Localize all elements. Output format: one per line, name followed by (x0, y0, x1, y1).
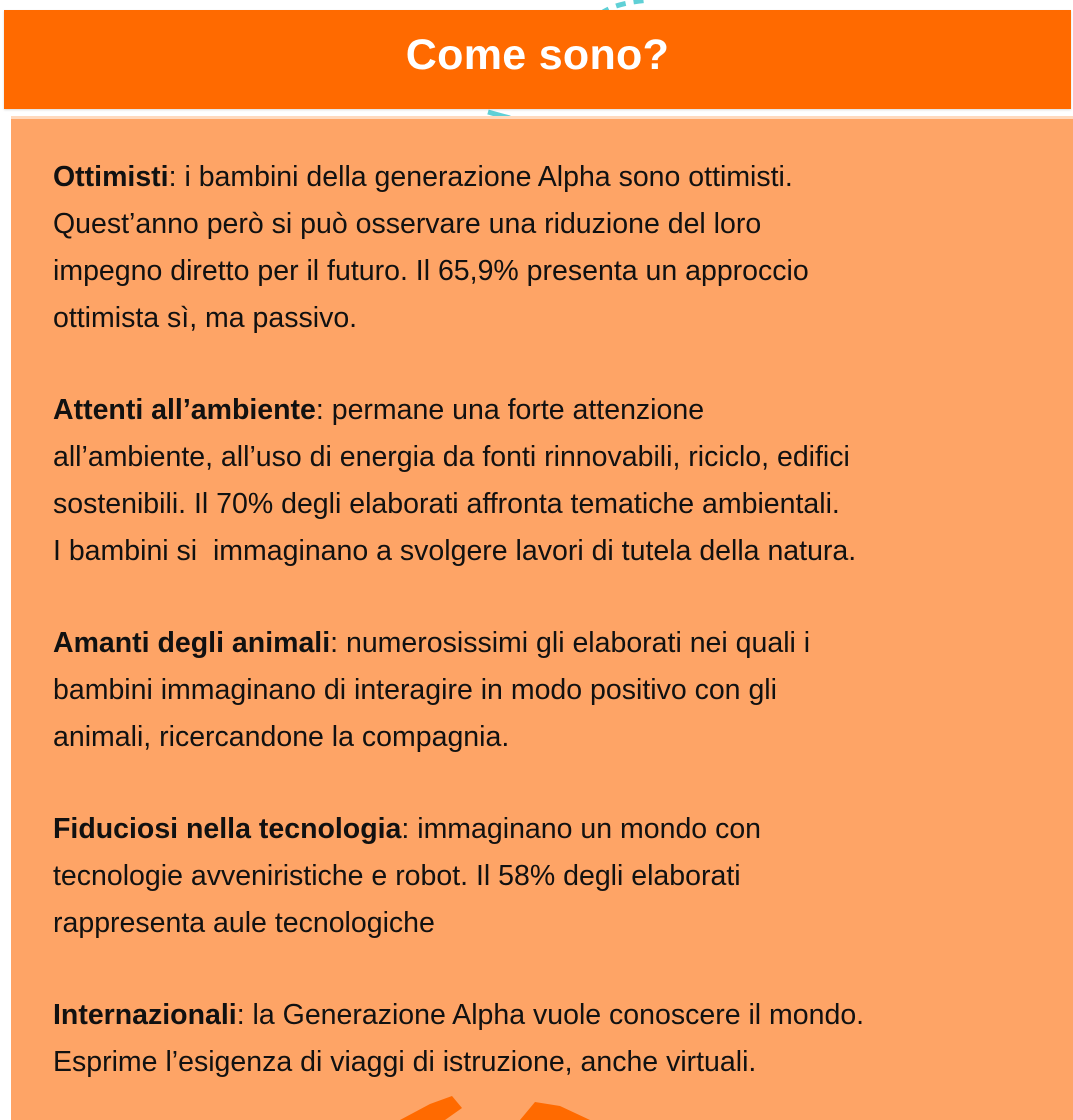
section-text: rappresenta aule tecnologiche (53, 907, 435, 939)
section-term: Amanti degli animali (53, 627, 331, 659)
section-text: Esprime l’esigenza di viaggi di istruzione, anche virtuali. (53, 1046, 757, 1078)
section-amanti-animali: Amanti degli animali: numerosissimi gli elaborati nei quali i bambini immaginano di interagire in modo positivo con gli animali, ricercandone la compagnia. (53, 627, 811, 753)
section-text: impegno diretto per il futuro. Il 65,9% presenta un approccio (53, 255, 809, 287)
section-text: i bambini della generazione Alpha sono ottimisti. (184, 161, 793, 193)
section-term: Internazionali (53, 999, 237, 1031)
section-text: la Generazione Alpha vuole conoscere il mondo. (252, 999, 865, 1031)
section-text: all’ambiente, all’uso di energia da fonti rinnovabili, riciclo, edifici (53, 441, 850, 473)
header-bar (4, 10, 1071, 109)
section-text: animali, ricercandone la compagnia. (53, 721, 510, 753)
section-ottimisti: Ottimisti: i bambini della generazione Alpha sono ottimisti. Quest’anno però si può osservare una riduzione del loro impegno diretto per il futuro. Il 65,9% presenta un approccio ottimista sì, ma passivo. (53, 161, 809, 334)
section-term: Attenti all’ambiente (53, 394, 316, 426)
section-text: numerosissimi gli elaborati nei quali i (345, 627, 811, 659)
section-fiduciosi-tecnologia: Fiduciosi nella tecnologia: immaginano un mondo con tecnologie avveniristiche e robot. Il 58% degli elaborati rappresenta aule tecnologiche (53, 813, 762, 939)
section-attenti-ambiente: Attenti all’ambiente: permane una forte attenzione all’ambiente, all’uso di energia da fonti rinnovabili, riciclo, edifici sostenibili. Il 70% degli elaborati affronta tematiche ambientali. I bambini si immaginano a svolgere lavori di tutela della natura. (53, 394, 857, 567)
section-text: I bambini si immaginano a svolgere lavori di tutela della natura. (53, 535, 857, 567)
section-internazionali: Internazionali: la Generazione Alpha vuole conoscere il mondo. Esprime l’esigenza di viaggi di istruzione, anche virtuali. (53, 999, 865, 1078)
page-title: Come sono? (405, 31, 670, 79)
section-text: immaginano un mondo con (417, 813, 762, 845)
section-term: Ottimisti (53, 161, 169, 193)
section-text: bambini immaginano di interagire in modo positivo con gli (53, 674, 777, 706)
section-term: Fiduciosi nella tecnologia (53, 813, 402, 845)
section-text: sostenibili. Il 70% degli elaborati affronta tematiche ambientali. (53, 488, 840, 520)
section-text: ottimista sì, ma passivo. (53, 302, 358, 334)
section-text: permane una forte attenzione (331, 394, 705, 426)
section-text: tecnologie avveniristiche e robot. Il 58% degli elaborati (53, 860, 741, 892)
section-text: Quest’anno però si può osservare una riduzione del loro (53, 208, 762, 240)
